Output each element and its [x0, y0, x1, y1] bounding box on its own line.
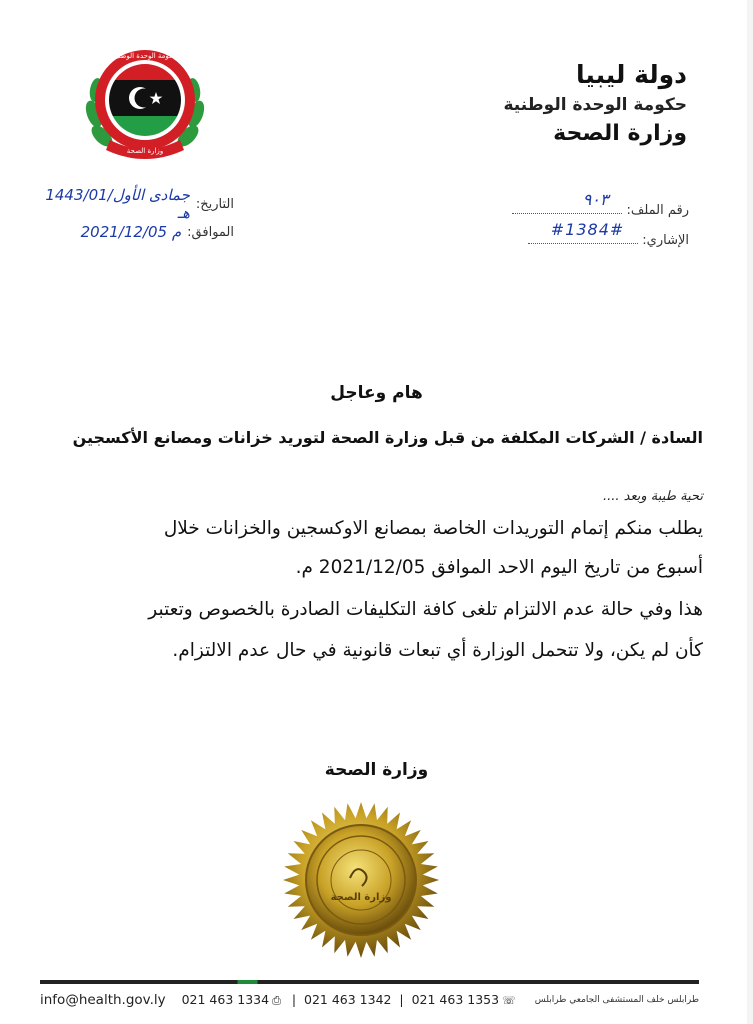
gregorian-date-value: 2021/12/05 م: [80, 223, 182, 241]
body-line-3: هذا وفي حالة عدم الالتزام تلغى كافة التكليفات الصادرة بالخصوص وتعتبر: [148, 599, 703, 620]
footer-email[interactable]: info@health.gov.ly: [40, 992, 166, 1008]
body-line-1: يطلب منكم إتمام التوريدات الخاصة بمصانع الاوكسجين والخزانات خلال: [163, 518, 703, 539]
ministry-logo: [80, 40, 210, 168]
hijri-date-value: 1443/جمادى الأول/01 هـ: [45, 186, 190, 222]
phone-icon: ☏: [502, 994, 516, 1007]
phone-number-1: 021 463 1342: [304, 992, 392, 1007]
gregorian-date-label: الموافق:: [187, 224, 234, 240]
body-line-2: أسبوع من تاريخ اليوم الاحد الموافق 2021/12/05 م.: [295, 557, 703, 578]
file-number-label: رقم الملف:: [626, 203, 689, 218]
hijri-date-row: [44, 186, 234, 222]
logo-top-text: حكومة الوحدة الوطنية: [112, 52, 178, 60]
letterhead: [467, 58, 687, 150]
reference-value: #1384#: [550, 220, 625, 239]
reference-label: الإشاري:: [642, 233, 689, 248]
footer-phones: 021 463 1334 ⎙ | 021 463 1342 | 021 463 1353 ☏: [181, 992, 516, 1007]
gregorian-date-row: [44, 218, 234, 246]
logo-ribbon-text: وزارة الصحة: [126, 147, 164, 155]
footer: [40, 990, 699, 1010]
date-fields: [44, 186, 234, 246]
signature-label: وزارة الصحة: [324, 760, 429, 780]
footer-address: طرابلس خلف المستشفى الجامعي طرابلس: [534, 995, 699, 1005]
phone-number-2: 021 463 1353: [411, 992, 500, 1007]
reference-row: [449, 220, 689, 256]
country-name: دولة ليبيا: [575, 60, 687, 89]
reference-fields: [449, 190, 689, 256]
body-line-4: كأن لم يكن، ولا تتحمل الوزارة أي تبعات قانونية في حال عدم الالتزام.: [172, 640, 703, 661]
greeting-line: تحية طيبة وبعد ....: [603, 489, 703, 504]
seal-text: وزارة الصحة: [330, 892, 392, 903]
footer-divider: [40, 980, 699, 984]
addressee-line: السادة / الشركات المكلفة من قبل وزارة الصحة لتوريد خزانات ومصانع الأكسجين: [72, 428, 703, 447]
gold-seal: [280, 800, 442, 960]
hijri-date-label: التاريخ:: [195, 196, 234, 212]
fax-number: 021 463 1334: [181, 992, 270, 1007]
file-number-value: ٩٠٣: [582, 190, 609, 209]
urgent-heading: هام وعاجل: [330, 383, 423, 403]
ministry-name: وزارة الصحة: [553, 121, 687, 146]
fax-icon: ⎙: [272, 994, 281, 1007]
government-name: حكومة الوحدة الوطنية: [503, 95, 687, 115]
